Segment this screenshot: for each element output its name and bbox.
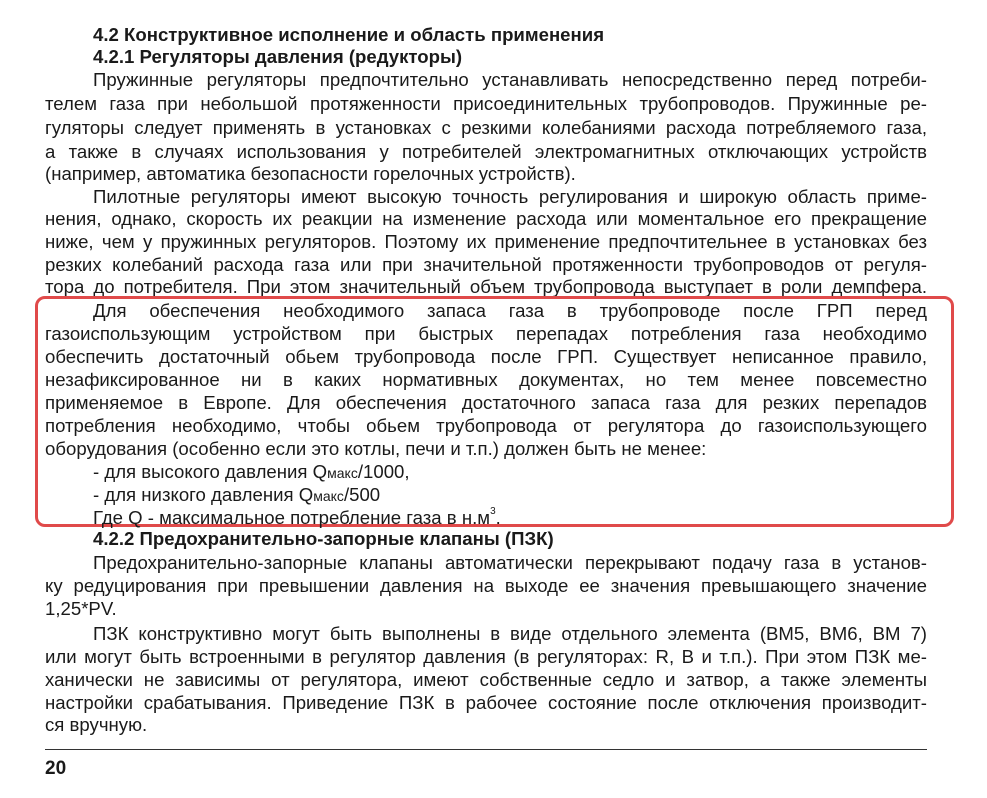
paragraph-line: а также в случаях использования у потребителей электромагнитных отключающих устройств [45, 141, 927, 162]
section-heading: 4.2 Конструктивное исполнение и область применения [93, 24, 605, 45]
paragraph-line: ханически не зависимы от регулятора, имеют собственные седло и затвор, а также элементы [45, 669, 927, 690]
paragraph-line: настройки срабатывания. Приведение ПЗК в рабочее состояние после отключения производит- [45, 692, 927, 713]
paragraph-line: телем газа при небольшой протяженности присоединительных трубопроводов. Пружинные ре- [45, 93, 927, 114]
paragraph-line: Предохранительно-запорные клапаны автоматически перекрывают подачу газа в установ- [93, 552, 927, 573]
subsection-heading-valves: 4.2.2 Предохранительно-запорные клапаны (ПЗК) [93, 528, 554, 549]
paragraph-line: резких колебаний расхода газа или при значительной протяженности трубопроводов от регуля- [45, 254, 927, 275]
highlighted-paragraph-line: оборудования (особенно если это котлы, печи и т.п.) должен быть не менее: [45, 438, 707, 459]
highlighted-paragraph-line: незафиксированное ни в каких нормативных документах, но тем менее повсеместно [45, 369, 927, 390]
highlighted-paragraph-line: газоиспользующим устройством при быстрых перепадах потребления газа необходимо [45, 323, 927, 344]
paragraph-line: Пилотные регуляторы имеют высокую точность регулирования и широкую область приме- [93, 186, 927, 207]
paragraph-line: (например, автоматика безопасности горелочных устройств). [45, 163, 576, 184]
list-item-low-pressure: - для низкого давления Qмакс/500 [93, 484, 381, 505]
highlighted-paragraph-line: Для обеспечения необходимого запаса газа в трубопроводе после ГРП перед [93, 300, 927, 321]
paragraph-line: Пружинные регуляторы предпочтительно устанавливать непосредственно перед потреби- [93, 69, 927, 90]
paragraph-line: ниже, чем у пружинных регуляторов. Поэтому их применение предпочтительнее в установках без [45, 231, 927, 252]
paragraph-line: тора до потребителя. При этом значительный объем трубопровода выступает в роли демпфера. [45, 276, 927, 297]
page-number: 20 [45, 758, 67, 779]
highlighted-paragraph-line: обеспечить достаточный обьем трубопровода после ГРП. Существует неписанное правило, [45, 346, 927, 367]
paragraph-line: ПЗК конструктивно могут быть выполнены в виде отдельного элемента (BM5, BM6, BM 7) [93, 623, 927, 644]
footer-rule [45, 749, 927, 750]
paragraph-line: или могут быть встроенными в регулятор давления (в регуляторах: R, B и т.п.). При этом ПЗК ме- [45, 646, 927, 667]
paragraph-line: ку редуцирования при превышении давления на выходе ее значения превышающего значение [45, 575, 927, 596]
definition-line: Где Q - максимальное потребление газа в $н.м^3$. [93, 507, 501, 528]
paragraph-line: 1,25*PV. [45, 598, 117, 619]
subsection-heading-regulators: 4.2.1 Регуляторы давления (редукторы) [93, 46, 463, 67]
paragraph-line: ся вручную. [45, 714, 148, 735]
paragraph-line: нения, однако, скорость их реакции на изменение расхода или моментальное его прекращение [45, 208, 927, 229]
list-item-high-pressure: - для высокого давления Qмакс/1000, [93, 461, 410, 482]
paragraph-line: гуляторы следует применять в установках с резкими колебаниями расхода потребляемого газа, [45, 117, 927, 138]
highlighted-paragraph-line: потребления необходимо, чтобы обьем трубопровода от регулятора до газоиспользующего [45, 415, 927, 436]
highlighted-paragraph-line: применяемое в Европе. Для обеспечения достаточного запаса газа для резких перепадов [45, 392, 927, 413]
